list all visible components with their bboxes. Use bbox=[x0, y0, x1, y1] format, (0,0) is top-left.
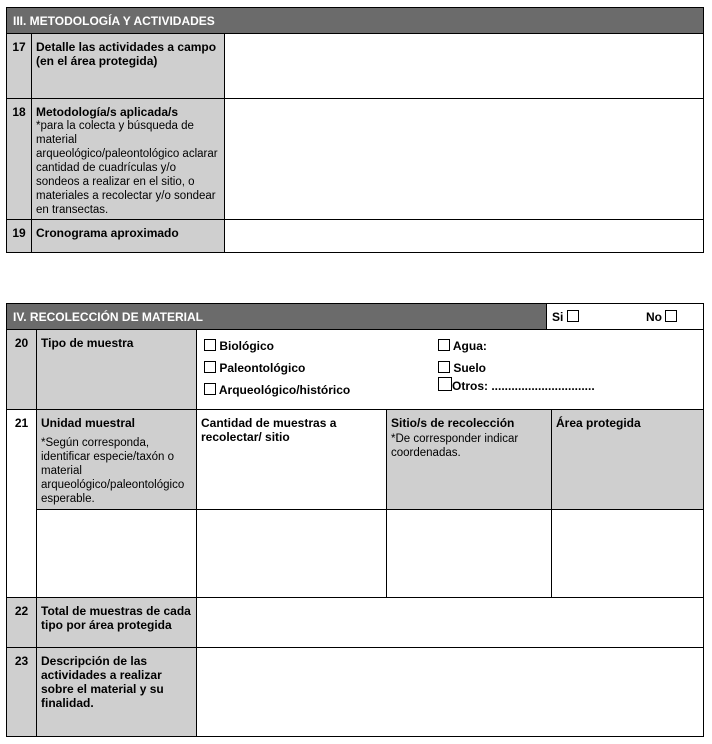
agua-label: Agua: bbox=[452, 339, 487, 353]
si-checkbox[interactable] bbox=[567, 310, 579, 322]
row-17-label bbox=[31, 33, 225, 99]
row-21-col1-input[interactable] bbox=[36, 509, 197, 598]
row-20-label bbox=[36, 329, 197, 410]
arqueologico-label: Arqueológico/histórico bbox=[218, 383, 351, 397]
no-label: No bbox=[646, 310, 662, 324]
otros-checkbox[interactable] bbox=[438, 377, 452, 391]
biologico-checkbox[interactable] bbox=[204, 339, 216, 351]
option-paleontologico[interactable] bbox=[204, 361, 305, 375]
row-21-col3-label: Sitio/s de recolección bbox=[391, 416, 515, 430]
option-arqueologico[interactable] bbox=[204, 383, 350, 397]
option-otros[interactable] bbox=[438, 377, 595, 393]
row-23-number: 23 bbox=[6, 647, 37, 737]
row-20-label-text: Tipo de muestra bbox=[41, 336, 134, 350]
row-20-number: 20 bbox=[6, 329, 37, 410]
row-21-col1-header bbox=[36, 409, 197, 510]
row-21-col3-input[interactable] bbox=[386, 509, 552, 598]
row-21-col2-header bbox=[196, 409, 387, 510]
arqueologico-checkbox[interactable] bbox=[204, 383, 216, 395]
row-20-options-area bbox=[196, 329, 704, 410]
row-17-answer-field[interactable] bbox=[224, 33, 704, 99]
row-21-col4-input[interactable] bbox=[551, 509, 704, 598]
option-agua[interactable] bbox=[438, 339, 487, 353]
option-biologico[interactable] bbox=[204, 339, 274, 353]
row-21-col1-label: Unidad muestral bbox=[41, 416, 136, 430]
row-21-number: 21 bbox=[6, 409, 37, 598]
row-22-number: 22 bbox=[6, 597, 37, 648]
row-22-answer-field[interactable] bbox=[196, 597, 704, 648]
biologico-label: Biológico bbox=[219, 339, 275, 353]
paleontologico-checkbox[interactable] bbox=[204, 361, 216, 373]
row-21-col3-header bbox=[386, 409, 552, 510]
row-19-label-text: Cronograma aproximado bbox=[36, 226, 179, 240]
suelo-label: Suelo bbox=[453, 361, 487, 375]
row-23-label bbox=[36, 647, 197, 737]
no-checkbox[interactable] bbox=[665, 310, 677, 322]
paleontologico-label: Paleontológico bbox=[219, 361, 306, 375]
otros-label: Otros: ............................... bbox=[452, 379, 595, 393]
row-21-col2-input[interactable] bbox=[196, 509, 387, 598]
row-17-label-text: Detalle las actividades a campo (en el área protegida) bbox=[36, 40, 217, 68]
row-18-note: *para la colecta y búsqueda de material arqueológico/paleontológico aclarar cantidad de cuadrículas y/o sondeos a realizar en el sitio, o materiales a recolectar y/o sondear en transectas. bbox=[36, 120, 218, 216]
row-19-number: 19 bbox=[6, 219, 32, 253]
option-suelo[interactable] bbox=[438, 361, 486, 375]
row-22-label-text: Total de muestras de cada tipo por área protegida bbox=[41, 604, 191, 632]
section-4-title: IV. RECOLECCIÓN DE MATERIAL bbox=[13, 309, 204, 324]
row-23-label-text: Descripción de las actividades a realizar sobre el material y su finalidad. bbox=[41, 654, 164, 710]
row-18-label bbox=[31, 98, 225, 220]
row-17-number: 17 bbox=[6, 33, 32, 99]
row-19-label bbox=[31, 219, 225, 253]
agua-checkbox[interactable] bbox=[438, 339, 450, 351]
row-18-number: 18 bbox=[6, 98, 32, 220]
suelo-checkbox[interactable] bbox=[438, 361, 450, 373]
row-18-answer-field[interactable] bbox=[224, 98, 704, 220]
row-21-col3-note: *De corresponder indicar coordenadas. bbox=[391, 433, 519, 459]
no-option[interactable] bbox=[646, 310, 677, 324]
row-19-answer-field[interactable] bbox=[224, 219, 704, 253]
si-label: Si bbox=[552, 310, 564, 324]
row-18-label-text: Metodología/s aplicada/s bbox=[36, 105, 179, 119]
row-21-col4-label: Área protegida bbox=[556, 416, 641, 430]
section-3-title: III. METODOLOGÍA Y ACTIVIDADES bbox=[13, 13, 215, 28]
row-21-col4-header bbox=[551, 409, 704, 510]
section-3-header bbox=[6, 7, 704, 34]
row-21-col1-note: *Según corresponda, identificar especie/taxón o material arqueológico/paleontológico esperable. bbox=[41, 437, 185, 505]
row-21-col2-label: Cantidad de muestras a recolectar/ sitio bbox=[201, 416, 337, 444]
si-option[interactable] bbox=[552, 310, 579, 324]
row-23-answer-field[interactable] bbox=[196, 647, 704, 737]
si-no-box bbox=[546, 303, 704, 330]
section-4-header bbox=[6, 303, 547, 330]
row-22-label bbox=[36, 597, 197, 648]
